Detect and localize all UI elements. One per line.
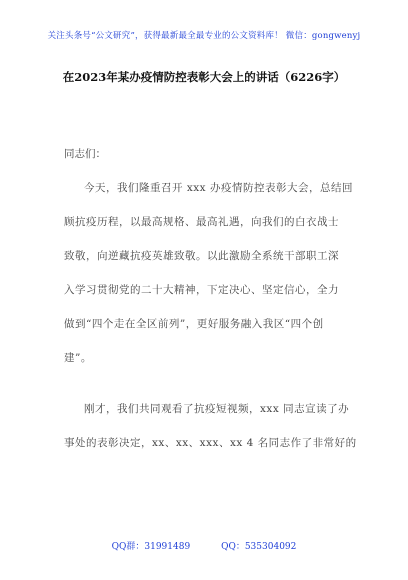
- paragraph-line: 做到“四个走在全区前列”，更好服务融入我区“四个创: [64, 318, 324, 330]
- paragraph-line: 顾抗疫历程，以最高规格、最高礼遇，向我们的白衣战士: [64, 216, 339, 228]
- salutation: 同志们：: [64, 148, 106, 160]
- header-note: 关注头条号“公文研究”，获得最新最全最专业的公文资料库！ 微信：gongwenyj: [47, 31, 361, 41]
- document-title: 在2023年某办疫情防控表彰大会上的讲话（6226字）: [62, 70, 346, 84]
- footer-contact: [0, 539, 408, 552]
- paragraph-line: 致敬，向逆藏抗疫英雄致敬。以此激励全系统干部职工深: [64, 250, 339, 262]
- paragraph-line: 事处的表彰决定，xx、xx、xxx、xx 4 名同志作了非常好的: [64, 437, 357, 449]
- paragraph-line: 今天，我们隆重召开 xxx 办疫情防控表彰大会，总结回: [84, 182, 353, 194]
- paragraph-line: 入学习贯彻党的二十大精神，下定决心、坚定信心，全力: [64, 284, 339, 296]
- footer-qq: QQ：535304092: [221, 542, 297, 552]
- paragraph-line: 建”。: [64, 352, 92, 364]
- paragraph-line: 刚才，我们共同观看了抗疫短视频，xxx 同志宣读了办: [84, 403, 350, 415]
- footer-qq-group: QQ群：31991489: [111, 542, 191, 552]
